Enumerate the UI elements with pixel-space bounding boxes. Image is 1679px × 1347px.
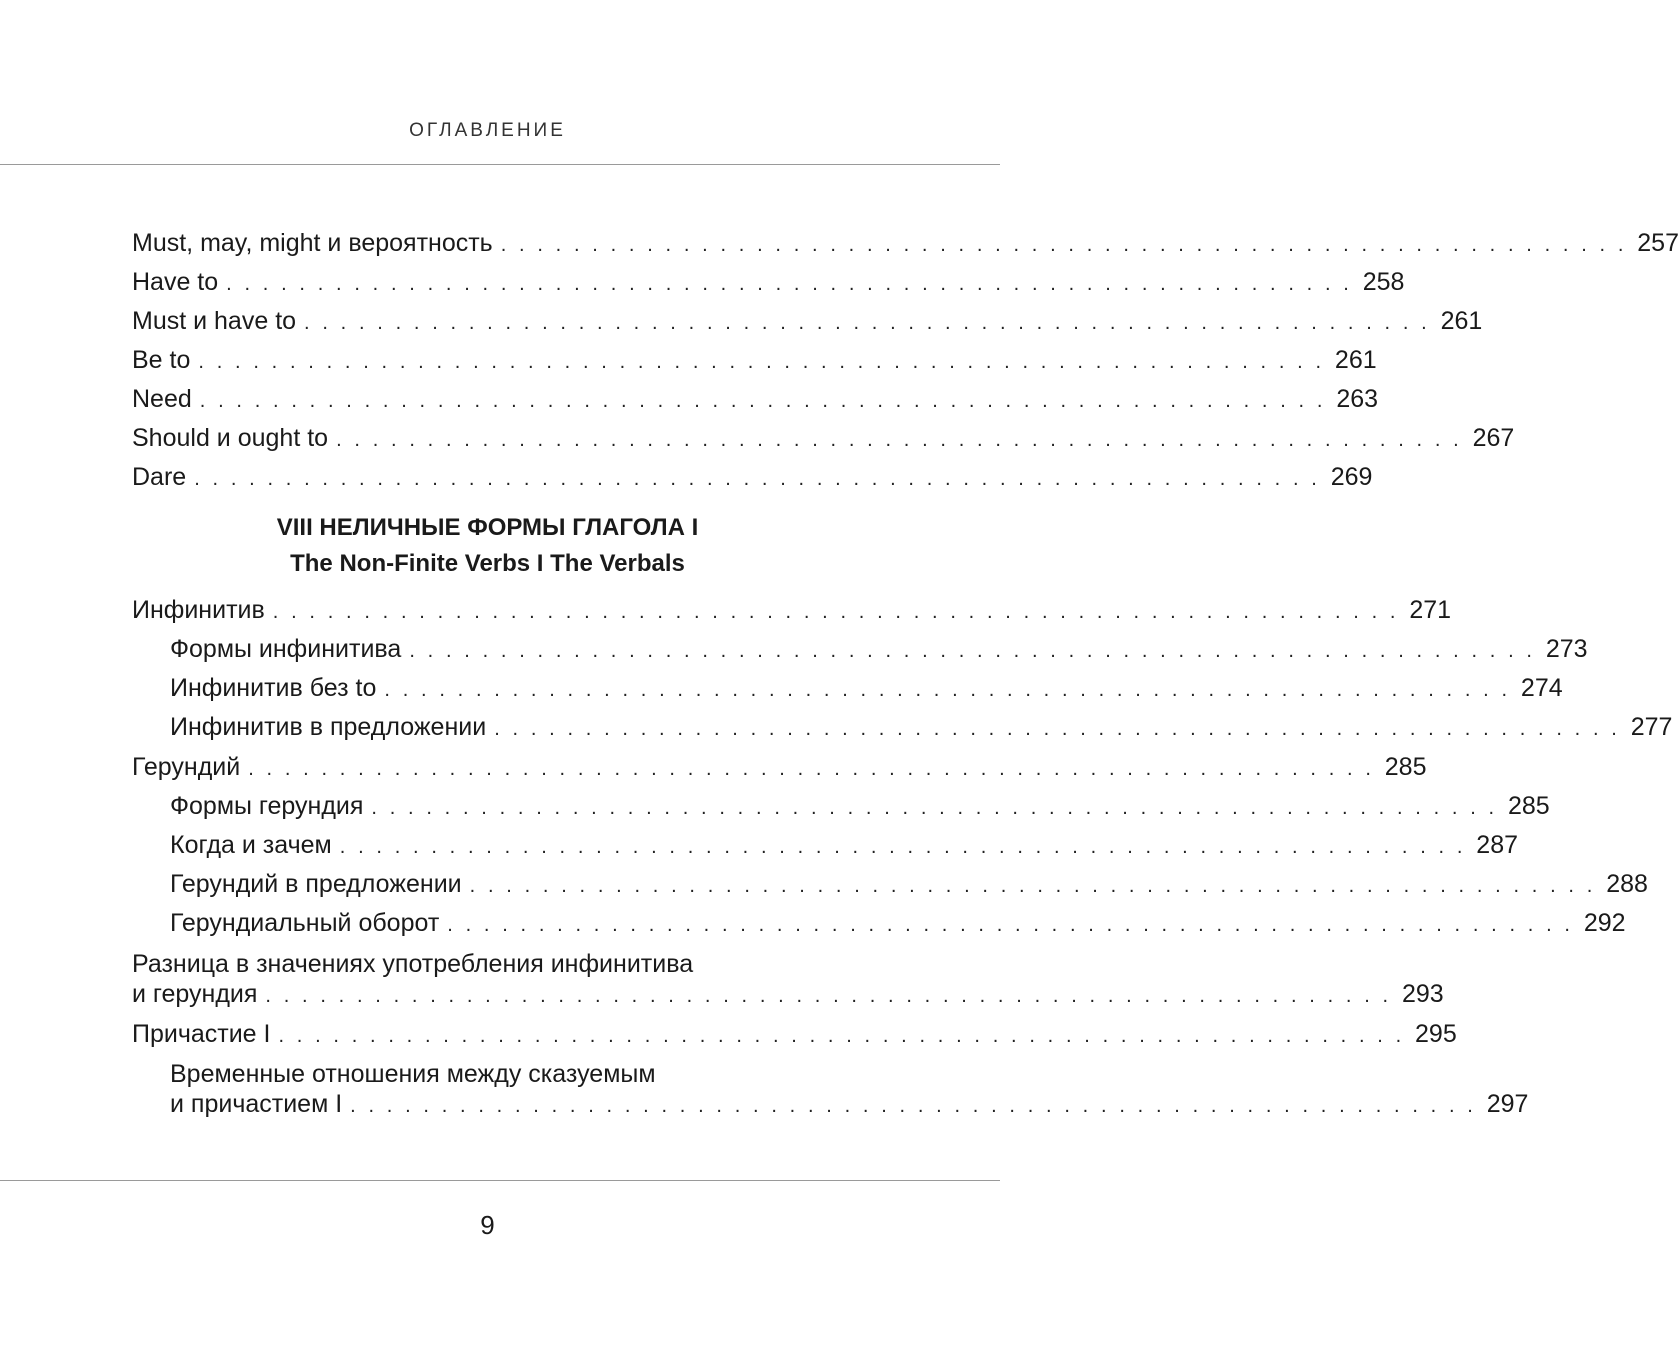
toc-entry-title: Герундиальный оборот	[170, 909, 440, 937]
toc-entry-title: Формы инфинитива	[170, 635, 402, 663]
toc-entry-title-line1: Временные отношения между сказуемым	[170, 1060, 656, 1088]
toc-entry-title-line1: Разница в значениях употребления инфинитива	[132, 950, 694, 978]
dot-leader: . . . . . . . . . . . . . . . . . . . . . . . . . . . . . . . . . . . . . . . . . . . . . . . . . . . . . . . . . . . . . .	[350, 1095, 1477, 1117]
toc-entry[interactable]	[132, 949, 1444, 1011]
toc-subentry[interactable]	[170, 908, 1626, 940]
dot-leader: . . . . . . . . . . . . . . . . . . . . . . . . . . . . . . . . . . . . . . . . . . . . . . . . . . . . . . . . . . . . . .	[194, 468, 1321, 490]
toc-entry[interactable]	[132, 267, 1405, 299]
toc-entry-page: 287	[1476, 831, 1519, 859]
toc-entry-page: 293	[1401, 980, 1444, 1008]
toc-subentry[interactable]	[170, 634, 1588, 666]
toc-entry[interactable]	[132, 345, 1377, 377]
toc-entry-title: Герундий в предложении	[170, 870, 462, 898]
toc-subentry[interactable]	[170, 1059, 1529, 1121]
toc-entry-page: 274	[1520, 674, 1563, 702]
toc-subentry[interactable]	[170, 869, 1648, 901]
toc-entry[interactable]	[132, 752, 1427, 784]
dot-leader: . . . . . . . . . . . . . . . . . . . . . . . . . . . . . . . . . . . . . . . . . . . . . . . . . . . . . . . . . . . . . .	[272, 601, 1400, 623]
toc-entry-title: Герундий	[132, 753, 241, 781]
toc-entry-page: 297	[1486, 1090, 1529, 1118]
toc-entry-page: 295	[1415, 1020, 1457, 1048]
dot-leader: . . . . . . . . . . . . . . . . . . . . . . . . . . . . . . . . . . . . . . . . . . . . . . . . . . . . . . . . . . . . . .	[226, 273, 1353, 295]
toc-entry-page: 261	[1440, 307, 1483, 335]
toc-entry[interactable]	[132, 306, 1483, 338]
toc-entry-title: Be to	[132, 346, 191, 374]
toc-subentry[interactable]	[170, 830, 1519, 862]
dot-leader: . . . . . . . . . . . . . . . . . . . . . . . . . . . . . . . . . . . . . . . . . . . . . . . . . . . . . . . . . . . . . .	[409, 640, 1536, 662]
toc-entry[interactable]	[132, 595, 1452, 627]
toc-entry-title: и герундия	[132, 980, 258, 1008]
toc-entry-page: 273	[1545, 635, 1588, 663]
dot-leader: . . . . . . . . . . . . . . . . . . . . . . . . . . . . . . . . . . . . . . . . . . . . . . . . . . . . . . . . . . . . . .	[304, 312, 1431, 334]
running-head: ОГЛАВЛЕНИЕ	[409, 120, 566, 141]
toc-entry-title: Инфинитив в предложении	[170, 713, 487, 741]
toc-entry[interactable]	[132, 423, 1515, 455]
dot-leader: . . . . . . . . . . . . . . . . . . . . . . . . . . . . . . . . . . . . . . . . . . . . . . . . . . . . . . . . . . . . . .	[384, 679, 1511, 701]
toc-entry-page: 258	[1362, 268, 1405, 296]
section-title-en: The Non-Finite Verbs I The Verbals	[290, 550, 685, 577]
toc-entry-page: 257	[1637, 229, 1679, 257]
toc-entry-title: Must и have to	[132, 307, 297, 335]
footer-rule	[0, 1180, 1000, 1181]
toc-entry-title: Have to	[132, 268, 219, 296]
toc-entry-title: и причастием I	[170, 1090, 343, 1118]
toc-entry-title: Must, may, might и вероятность	[132, 229, 493, 257]
toc-subentry[interactable]	[170, 791, 1550, 823]
toc-entry-title: Dare	[132, 463, 187, 491]
toc-entry-title: Когда и зачем	[170, 831, 332, 859]
toc-entry-page: 261	[1334, 346, 1377, 374]
dot-leader: . . . . . . . . . . . . . . . . . . . . . . . . . . . . . . . . . . . . . . . . . . . . . . . . . . . . . . . . . . . . . .	[469, 875, 1596, 897]
toc-entry-page: 267	[1472, 424, 1515, 452]
toc-entry-title: Инфинитив	[132, 596, 265, 624]
toc-subentry[interactable]	[170, 673, 1563, 705]
dot-leader: . . . . . . . . . . . . . . . . . . . . . . . . . . . . . . . . . . . . . . . . . . . . . . . . . . . . . . . . . . . . . .	[248, 758, 1375, 780]
page-number: 9	[480, 1210, 495, 1240]
toc-entry[interactable]	[132, 228, 1679, 260]
dot-leader: . . . . . . . . . . . . . . . . . . . . . . . . . . . . . . . . . . . . . . . . . . . . . . . . . . . . . . . . . . . . . .	[494, 718, 1621, 740]
dot-leader: . . . . . . . . . . . . . . . . . . . . . . . . . . . . . . . . . . . . . . . . . . . . . . . . . . . . . . . . . . . . . .	[336, 429, 1463, 451]
dot-leader: . . . . . . . . . . . . . . . . . . . . . . . . . . . . . . . . . . . . . . . . . . . . . . . . . . . . . . . . . . . . . .	[265, 985, 1392, 1007]
dot-leader: . . . . . . . . . . . . . . . . . . . . . . . . . . . . . . . . . . . . . . . . . . . . . . . . . . . . . . . . . . . . . .	[199, 390, 1327, 412]
toc-entry[interactable]	[132, 384, 1379, 416]
toc-entry-page: 285	[1507, 792, 1550, 820]
toc-entry-page: 263	[1336, 385, 1379, 413]
toc-entry[interactable]	[132, 462, 1373, 494]
toc-entry[interactable]	[132, 1019, 1457, 1051]
toc-entry-title: Should и ought to	[132, 424, 329, 452]
section-title-ru: VIII НЕЛИЧНЫЕ ФОРМЫ ГЛАГОЛА I	[276, 514, 699, 541]
dot-leader: . . . . . . . . . . . . . . . . . . . . . . . . . . . . . . . . . . . . . . . . . . . . . . . . . . . . . . . . . . . . . .	[500, 234, 1627, 256]
toc-subentry[interactable]	[170, 712, 1673, 744]
toc-entry-page: 277	[1630, 713, 1673, 741]
dot-leader: . . . . . . . . . . . . . . . . . . . . . . . . . . . . . . . . . . . . . . . . . . . . . . . . . . . . . . . . . . . . . .	[371, 797, 1498, 819]
dot-leader: . . . . . . . . . . . . . . . . . . . . . . . . . . . . . . . . . . . . . . . . . . . . . . . . . . . . . . . . . . . . . .	[447, 914, 1574, 936]
toc-entry-title: Need	[132, 385, 192, 413]
toc-entry-page: 269	[1330, 463, 1373, 491]
toc-entry-page: 285	[1384, 753, 1427, 781]
toc-entry-page: 288	[1606, 870, 1648, 898]
dot-leader: . . . . . . . . . . . . . . . . . . . . . . . . . . . . . . . . . . . . . . . . . . . . . . . . . . . . . . . . . . . . . .	[339, 836, 1467, 858]
toc-entry-title: Причастие I	[132, 1020, 271, 1048]
toc-entry-page: 292	[1583, 909, 1626, 937]
toc-entry-title: Инфинитив без to	[170, 674, 377, 702]
dot-leader: . . . . . . . . . . . . . . . . . . . . . . . . . . . . . . . . . . . . . . . . . . . . . . . . . . . . . . . . . . . . . .	[278, 1025, 1405, 1047]
dot-leader: . . . . . . . . . . . . . . . . . . . . . . . . . . . . . . . . . . . . . . . . . . . . . . . . . . . . . . . . . . . . . .	[198, 351, 1325, 373]
toc-entry-page: 271	[1409, 596, 1452, 624]
toc-entry-title: Формы герундия	[170, 792, 364, 820]
header-rule	[0, 164, 1000, 165]
